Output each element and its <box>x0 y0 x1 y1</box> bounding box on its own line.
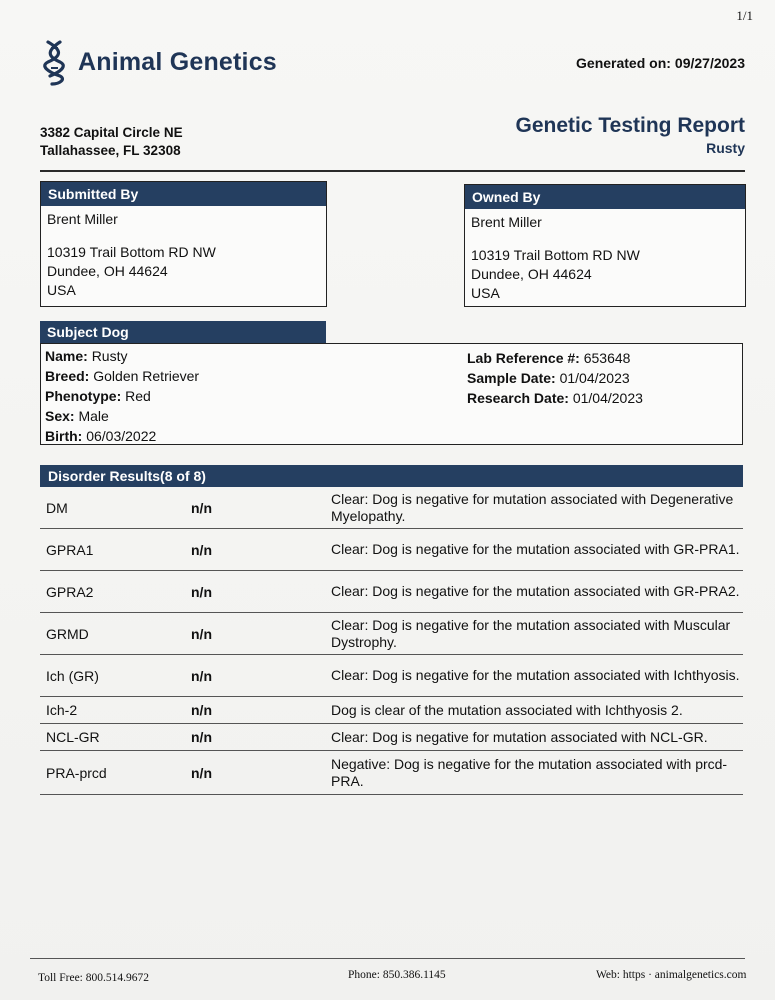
report-title: Genetic Testing Report <box>515 114 745 137</box>
lab-name: Animal Genetics <box>78 47 277 76</box>
submitted-by-address2: Dundee, OH 44624 <box>47 263 168 279</box>
genotype: n/n <box>191 667 212 684</box>
test-name: DM <box>46 499 68 516</box>
dna-helix-icon <box>42 38 68 86</box>
disorder-results-heading: Disorder Results(8 of 8) <box>40 465 743 487</box>
submitted-by-heading: Submitted By <box>41 182 326 206</box>
result-text: Clear: Dog is negative for mutation associated with Degenerative Myelopathy. <box>331 490 734 524</box>
table-row <box>40 487 743 529</box>
header-divider <box>40 170 745 172</box>
footer-toll-free: Toll Free: 800.514.9672 <box>38 972 149 984</box>
table-row <box>40 613 743 655</box>
dog-phenotype-label: Phenotype: <box>45 388 122 404</box>
table-row <box>40 724 743 751</box>
genotype: n/n <box>191 764 212 781</box>
table-row <box>40 571 743 613</box>
table-row <box>40 697 743 724</box>
dog-birth-value: 06/03/2022 <box>86 428 157 444</box>
footer-web-link[interactable]: Web: https · animalgenetics.com <box>596 969 747 981</box>
owned-by-country: USA <box>471 285 500 301</box>
result-text: Clear: Dog is negative for the mutation associated with Ichthyosis. <box>331 667 740 683</box>
test-name: GPRA2 <box>46 583 94 600</box>
research-date-field <box>467 388 643 408</box>
test-name: GRMD <box>46 625 89 642</box>
genotype: n/n <box>191 499 212 516</box>
disorder-results-table <box>40 487 743 795</box>
result-text: Clear: Dog is negative for the mutation associated with GR-PRA2. <box>331 583 740 599</box>
dog-phenotype-field <box>45 386 199 406</box>
footer-divider <box>30 958 745 959</box>
owned-by-box <box>464 184 746 307</box>
dog-name-field <box>45 346 199 366</box>
report-subject: Rusty <box>706 140 745 156</box>
footer-phone: Phone: 850.386.1145 <box>348 969 446 981</box>
table-row <box>40 751 743 795</box>
lab-logo <box>42 38 277 86</box>
test-name: Ich (GR) <box>46 667 99 684</box>
dog-sex-label: Sex: <box>45 408 75 424</box>
subject-dog-heading: Subject Dog <box>40 321 326 343</box>
research-date-label: Research Date: <box>467 390 569 406</box>
generated-label: Generated on: <box>576 55 671 71</box>
dog-breed-label: Breed: <box>45 368 90 384</box>
test-name: GPRA1 <box>46 541 94 558</box>
genotype: n/n <box>191 541 212 558</box>
lab-ref-value: 653648 <box>583 350 631 366</box>
genotype: n/n <box>191 729 212 745</box>
submitted-by-address1: 10319 Trail Bottom RD NW <box>47 244 216 260</box>
owned-by-name: Brent Miller <box>471 214 542 230</box>
sample-date-label: Sample Date: <box>467 370 556 386</box>
result-text: Clear: Dog is negative for the mutation associated with GR-PRA1. <box>331 541 740 557</box>
submitted-by-box <box>40 181 327 307</box>
dog-phenotype-value: Red <box>125 388 151 404</box>
dog-birth-field <box>45 426 199 446</box>
test-name: NCL-GR <box>46 729 100 745</box>
research-date-value: 01/04/2023 <box>572 390 643 406</box>
subject-dog-box <box>40 343 743 445</box>
table-row <box>40 529 743 571</box>
owned-by-heading: Owned By <box>465 185 745 209</box>
dog-sex-value: Male <box>78 408 109 424</box>
page-number: 1/1 <box>736 8 753 23</box>
dog-name-label: Name: <box>45 348 88 364</box>
owned-by-address1: 10319 Trail Bottom RD NW <box>471 247 640 263</box>
sample-date-field <box>467 368 643 388</box>
dog-sex-field <box>45 406 199 426</box>
dog-birth-label: Birth: <box>45 428 83 444</box>
test-name: PRA-prcd <box>46 764 107 781</box>
lab-ref-field <box>467 348 643 368</box>
dog-breed-field <box>45 366 199 386</box>
result-text: Clear: Dog is negative for the mutation associated with Muscular Dystrophy. <box>331 616 731 650</box>
owned-by-address2: Dundee, OH 44624 <box>471 266 592 282</box>
lab-address-line2: Tallahassee, FL 32308 <box>40 143 181 158</box>
genotype: n/n <box>191 583 212 600</box>
result-text: Clear: Dog is negative for mutation associated with NCL-GR. <box>331 728 708 745</box>
submitted-by-country: USA <box>47 282 76 298</box>
sample-date-value: 01/04/2023 <box>559 370 630 386</box>
test-name: Ich-2 <box>46 702 78 718</box>
lab-ref-label: Lab Reference #: <box>467 350 580 366</box>
generated-date <box>572 55 745 71</box>
submitted-by-name: Brent Miller <box>47 211 118 227</box>
generated-value: 09/27/2023 <box>674 55 745 71</box>
dog-name-value: Rusty <box>91 348 128 364</box>
dog-breed-value: Golden Retriever <box>93 368 200 384</box>
genotype: n/n <box>191 702 212 718</box>
genotype: n/n <box>191 625 212 642</box>
result-text: Dog is clear of the mutation associated with Ichthyosis 2. <box>331 701 683 718</box>
lab-address-line1: 3382 Capital Circle NE <box>40 125 183 140</box>
lab-address <box>40 124 183 160</box>
report-title-block <box>516 114 745 156</box>
result-text: Negative: Dog is negative for the mutation associated with prcd-PRA. <box>331 755 728 789</box>
table-row <box>40 655 743 697</box>
